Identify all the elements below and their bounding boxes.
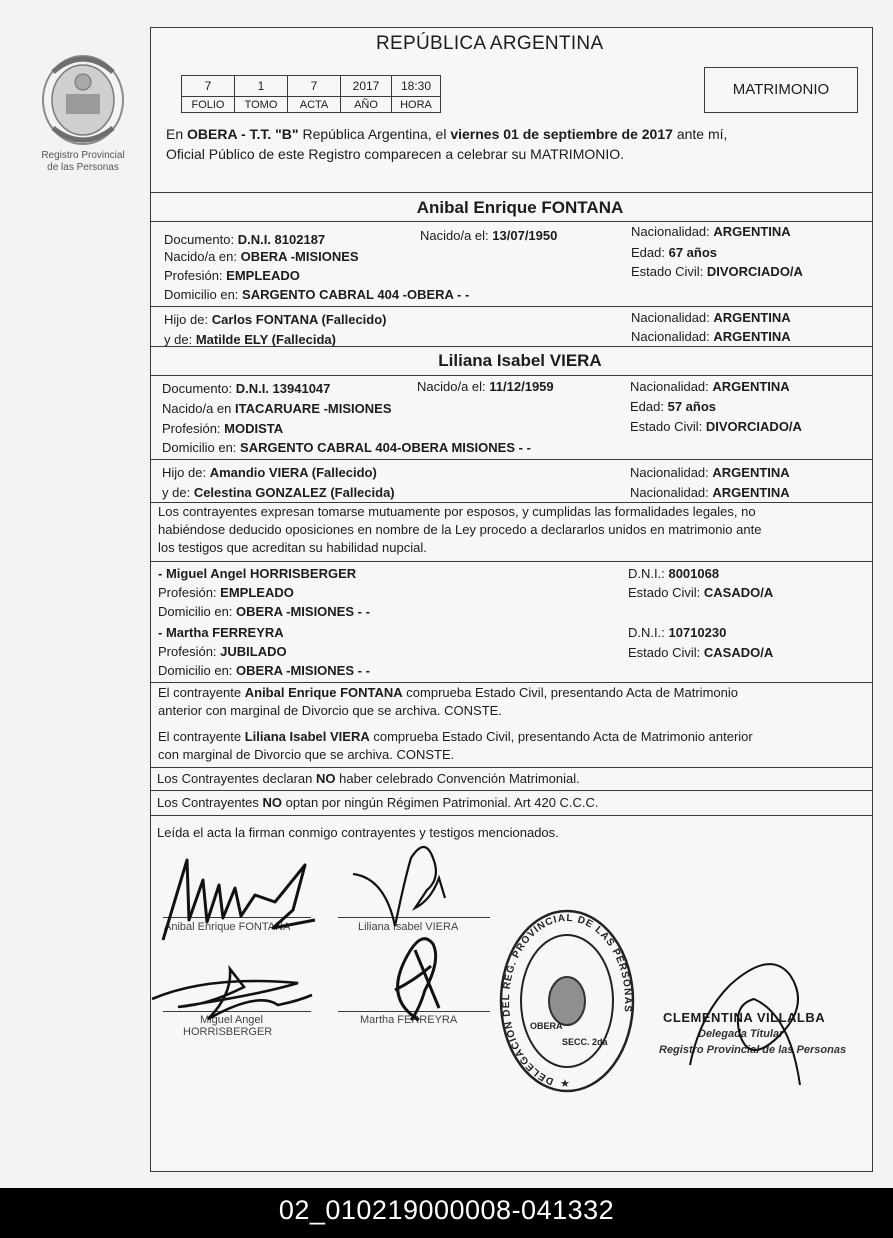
svg-text:★: ★	[560, 1077, 570, 1090]
groom-mother-nacionalidad: Nacionalidad: ARGENTINA	[631, 329, 791, 344]
groom-documento: Documento: D.N.I. 8102187	[164, 232, 326, 247]
acta-label: ACTA	[288, 97, 341, 113]
registry-caption-line1: Registro Provincial	[41, 150, 125, 161]
anio-value: 2017	[341, 76, 392, 97]
intro-place: OBERA - T.T. "B"	[187, 126, 299, 142]
hora-value: 18:30	[392, 76, 441, 97]
groom-signature	[155, 850, 335, 945]
divider	[151, 682, 872, 683]
intro-end: ante mí,	[676, 126, 728, 142]
declaration-line2: habiéndose deducido oposiciones en nombre de la Ley procedo a declararlos unidos en matrimonio ante	[158, 522, 762, 537]
tomo-label: TOMO	[235, 97, 288, 113]
bride-birthdate: Nacido/a el: 11/12/1959	[417, 379, 554, 394]
groom-profesion: Profesión: EMPLEADO	[164, 268, 300, 283]
declaration-line1: Los contrayentes expresan tomarse mutuamente por esposos, y cumplidas las formalidades legales, no	[158, 504, 756, 519]
bride-name: Liliana Isabel VIERA	[438, 351, 602, 370]
divider	[151, 767, 872, 768]
hora-label: HORA	[392, 97, 441, 113]
intro-line2: Oficial Público de este Registro comparecen a celebrar su MATRIMONIO.	[166, 146, 625, 162]
bride-father-nacionalidad: Nacionalidad: ARGENTINA	[630, 465, 790, 480]
record-reference-table	[181, 75, 441, 113]
witness1-estado-civil: Estado Civil: CASADO/A	[628, 585, 774, 600]
witness1-name: - Miguel Angel HORRISBERGER	[158, 566, 357, 581]
groom-domicilio: Domicilio en: SARGENTO CABRAL 404 -OBERA - -	[164, 287, 470, 302]
divider	[151, 790, 872, 791]
divider	[151, 561, 872, 562]
bride-father: Hijo de: Amandio VIERA (Fallecido)	[162, 465, 377, 480]
intro-en: En	[166, 126, 184, 142]
divider	[151, 192, 872, 193]
registry-caption	[20, 150, 146, 174]
bride-birthplace: Nacido/a en ITACARUARE -MISIONES	[162, 401, 392, 416]
note2-line2: con marginal de Divorcio que se archiva. CONSTE.	[158, 747, 455, 762]
groom-signature-label: Anibal Enrique FONTANA	[164, 921, 291, 933]
witness2-signature-label: Martha FERREYRA	[360, 1014, 458, 1026]
acta-value: 7	[288, 76, 341, 97]
groom-birthdate: Nacido/a el: 13/07/1950	[420, 228, 558, 243]
witness2-profesion: Profesión: JUBILADO	[158, 644, 287, 659]
note2-line1: El contrayente Liliana Isabel VIERA comprueba Estado Civil, presentando Acta de Matrimonio anterior	[158, 729, 753, 744]
bride-signature-label: Liliana Isabel VIERA	[358, 921, 459, 933]
witness1-dni: D.N.I.: 8001068	[628, 566, 720, 581]
groom-father-nacionalidad: Nacionalidad: ARGENTINA	[631, 310, 791, 325]
official-name: CLEMENTINA VILLALBA	[663, 1010, 826, 1025]
folio-value: 7	[182, 76, 235, 97]
witness2-estado-civil: Estado Civil: CASADO/A	[628, 645, 774, 660]
divider	[151, 346, 872, 347]
witness2-dni: D.N.I.: 10710230	[628, 625, 727, 640]
groom-mother: y de: Matilde ELY (Fallecida)	[164, 332, 336, 347]
bride-edad: Edad: 57 años	[630, 399, 717, 414]
groom-nacionalidad: Nacionalidad: ARGENTINA	[631, 224, 791, 239]
bride-domicilio: Domicilio en: SARGENTO CABRAL 404-OBERA MISIONES - -	[162, 440, 531, 455]
signatures-intro: Leída el acta la firman conmigo contrayentes y testigos mencionados.	[157, 825, 559, 840]
bride-mother-nacionalidad: Nacionalidad: ARGENTINA	[630, 485, 790, 500]
note1-line1: El contrayente Anibal Enrique FONTANA comprueba Estado Civil, presentando Acta de Matrimonio	[158, 685, 738, 700]
document-code: 02_010219000008-041332	[0, 1188, 893, 1238]
stamp-inner-right: SECC. 2da	[562, 1037, 608, 1047]
groom-name: Anibal Enrique FONTANA	[416, 198, 624, 217]
witness1-signature-label2: HORRISBERGER	[183, 1026, 273, 1038]
divider	[151, 502, 872, 503]
record-type-box: MATRIMONIO	[704, 67, 858, 113]
witness1-profesion: Profesión: EMPLEADO	[158, 585, 294, 600]
bride-nacionalidad: Nacionalidad: ARGENTINA	[630, 379, 790, 394]
stamp-inner-left: OBERA	[530, 1021, 563, 1031]
divider	[151, 459, 872, 460]
bride-mother: y de: Celestina GONZALEZ (Fallecida)	[162, 485, 395, 500]
folio-label: FOLIO	[182, 97, 235, 113]
official-role: Delegada Titular	[698, 1028, 784, 1040]
bride-profesion: Profesión: MODISTA	[162, 421, 284, 436]
bride-documento: Documento: D.N.I. 13941047	[162, 381, 331, 396]
witness1-signature	[148, 965, 318, 1025]
intro-mid: República Argentina, el	[302, 126, 447, 142]
official-signature	[680, 955, 830, 1095]
registry-emblem	[38, 52, 128, 148]
tomo-value: 1	[235, 76, 288, 97]
registry-stamp	[498, 905, 636, 1097]
regime-note: Los Contrayentes NO optan por ningún Régimen Patrimonial. Art 420 C.C.C.	[157, 795, 599, 810]
divider	[151, 375, 872, 376]
groom-father: Hijo de: Carlos FONTANA (Fallecido)	[164, 312, 387, 327]
witness2-domicilio: Domicilio en: OBERA -MISIONES - -	[158, 663, 370, 678]
convention-note: Los Contrayentes declaran NO haber celebrado Convención Matrimonial.	[157, 771, 580, 786]
anio-label: AÑO	[341, 97, 392, 113]
intro-line1	[166, 125, 727, 143]
divider	[151, 306, 872, 307]
divider	[151, 221, 872, 222]
registry-caption-line2: de las Personas	[47, 162, 119, 173]
witness2-signature	[375, 920, 455, 1030]
bride-estado-civil: Estado Civil: DIVORCIADO/A	[630, 419, 802, 434]
witness1-signature-label1: Miguel Angel	[200, 1014, 263, 1026]
groom-edad: Edad: 67 años	[631, 245, 718, 260]
declaration-line3: los testigos que acreditan su habilidad nupcial.	[158, 540, 427, 555]
intro-date: viernes 01 de septiembre de 2017	[450, 126, 673, 142]
official-office: Registro Provincial de las Personas	[659, 1044, 847, 1056]
stamp-ring-text: DELEGACION DEL REG. PROVINCIAL DE LAS PERSONAS	[500, 912, 634, 1087]
groom-estado-civil: Estado Civil: DIVORCIADO/A	[631, 264, 803, 279]
note1-line2: anterior con marginal de Divorcio que se archiva. CONSTE.	[158, 703, 502, 718]
groom-birthplace: Nacido/a en: OBERA -MISIONES	[164, 249, 359, 264]
page-title: REPÚBLICA ARGENTINA	[376, 33, 604, 54]
divider	[151, 815, 872, 816]
witness2-name: - Martha FERREYRA	[158, 625, 284, 640]
witness1-domicilio: Domicilio en: OBERA -MISIONES - -	[158, 604, 370, 619]
